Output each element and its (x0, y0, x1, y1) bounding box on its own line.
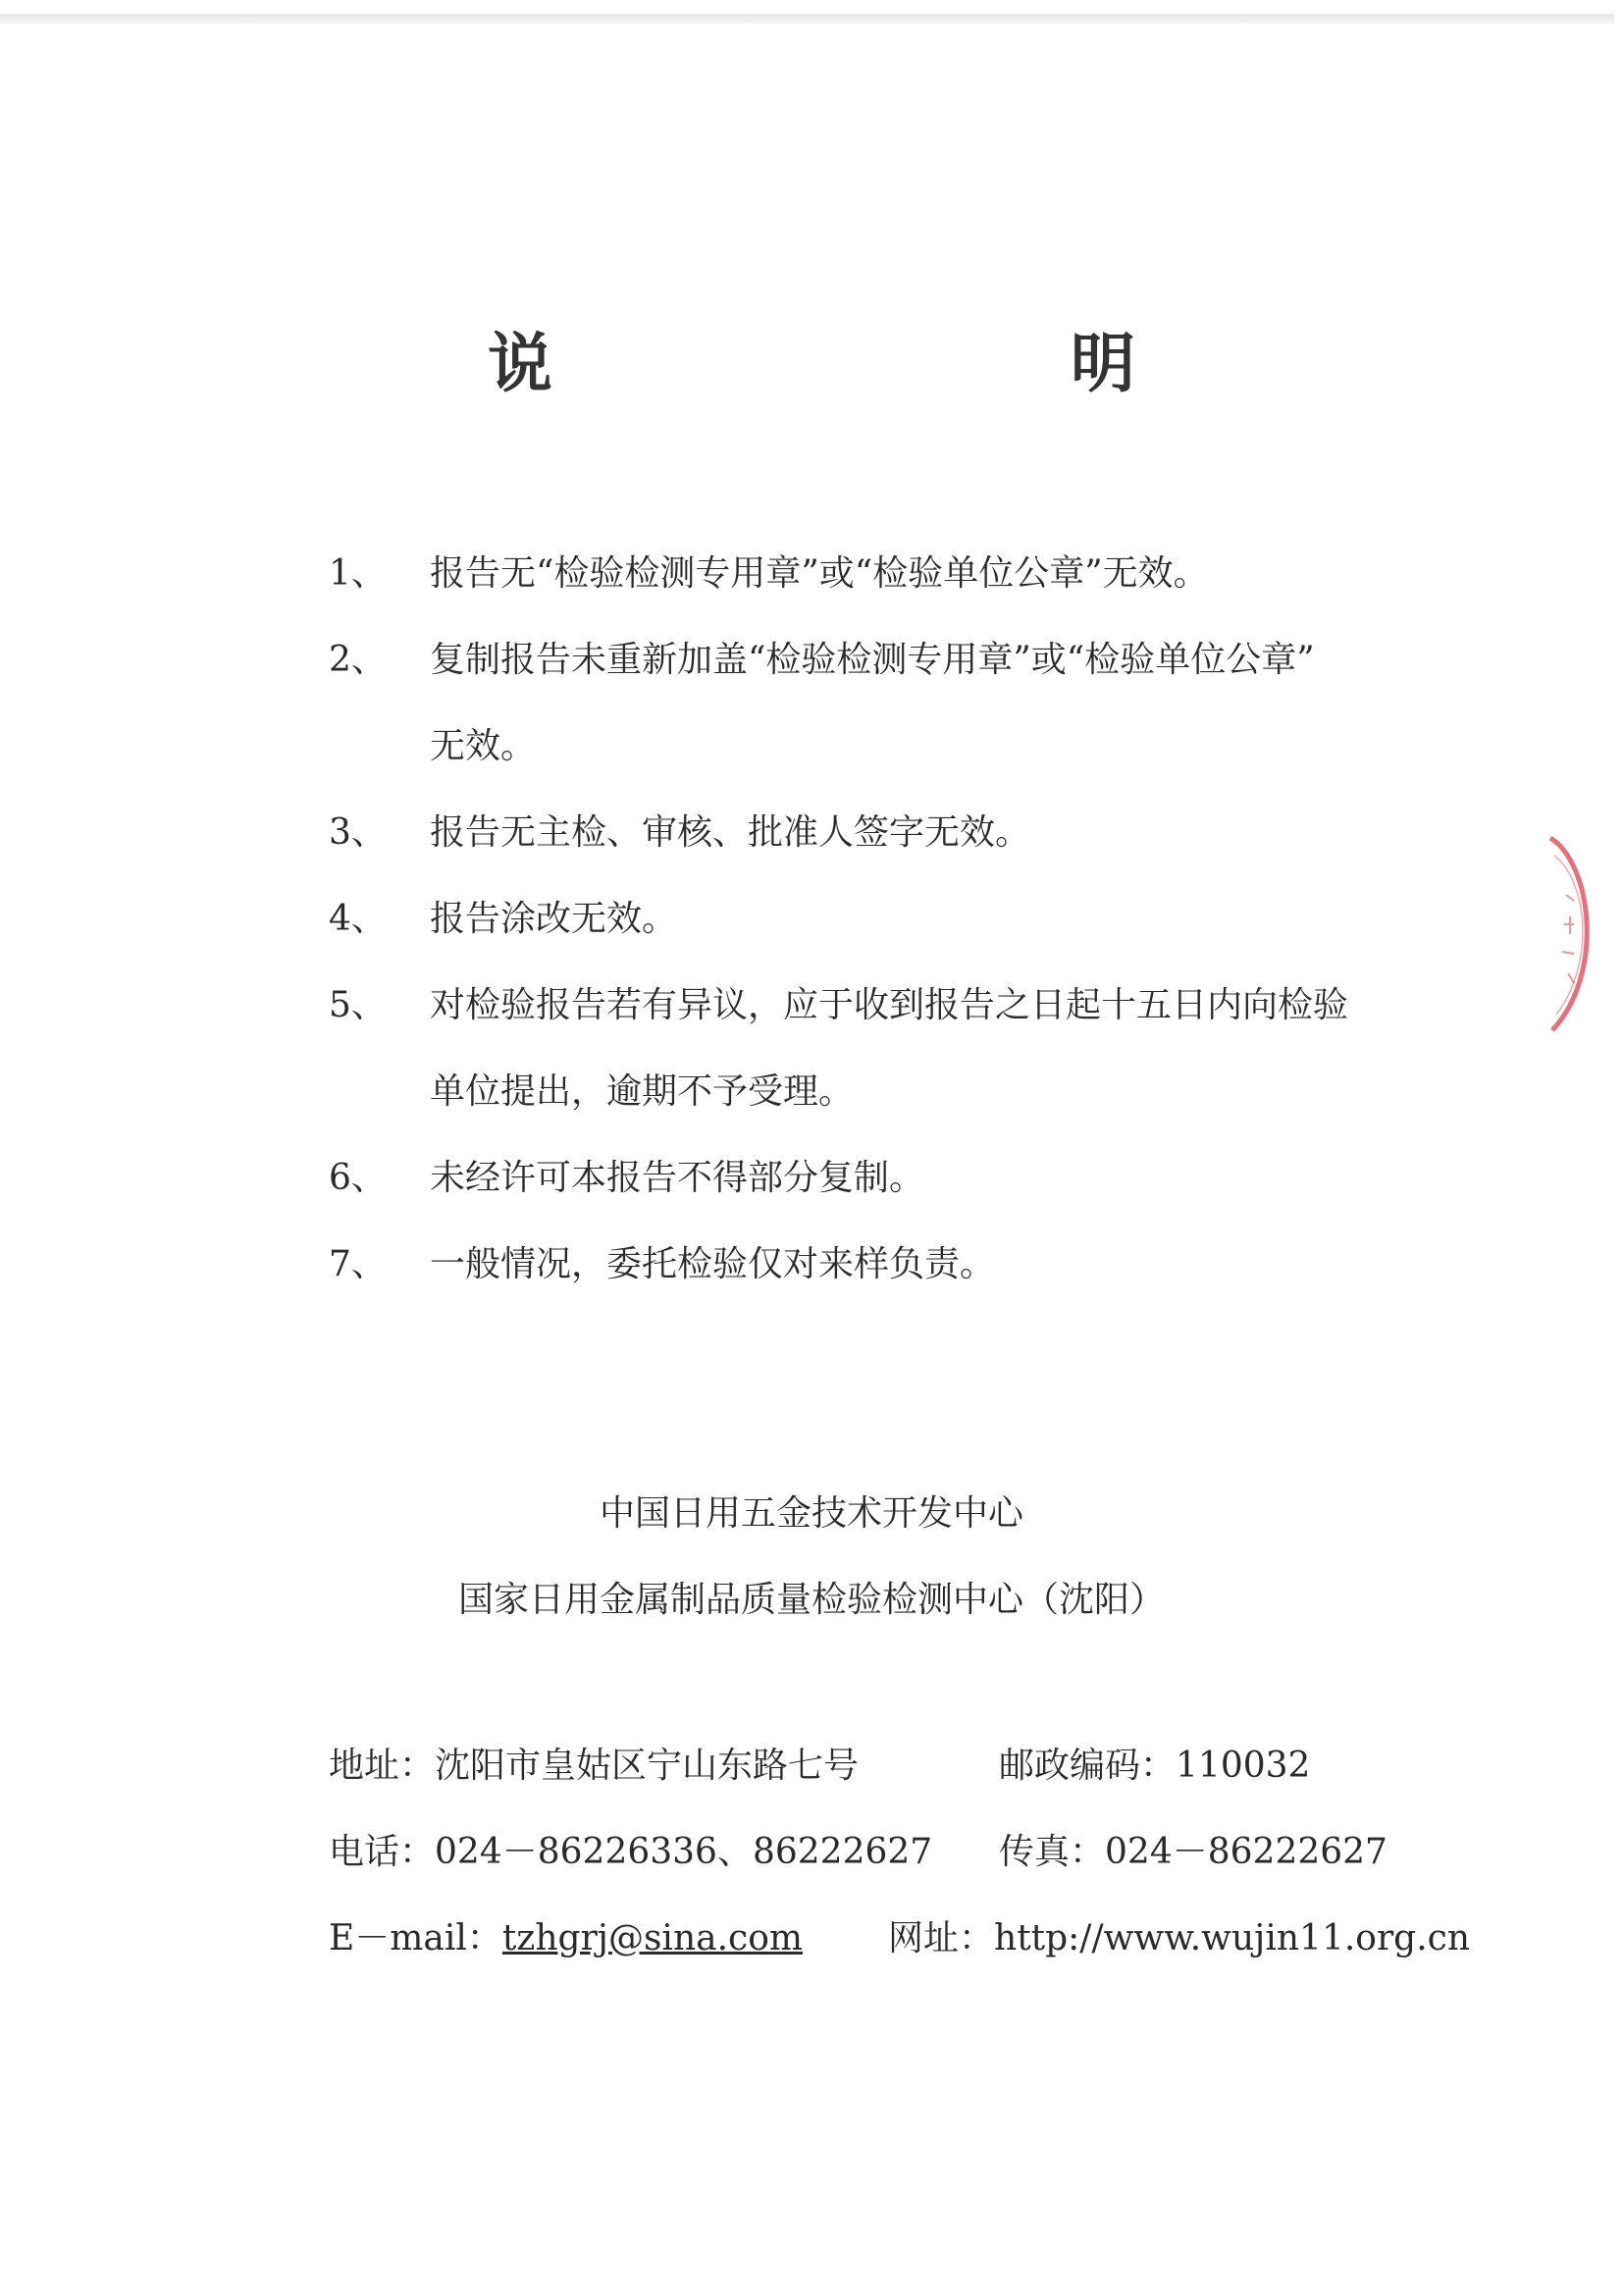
notice-item-5-continued (0, 1063, 1623, 1122)
email-line (329, 1909, 803, 1968)
notice-item-2-continued (0, 717, 1623, 776)
page-title: 说 明 (488, 326, 1265, 401)
item-text: 报告涂改无效。 (430, 899, 678, 939)
postcode-label: 邮政编码： (999, 1746, 1177, 1786)
item-number: 7、 (329, 1244, 387, 1284)
postcode-line (999, 1737, 1310, 1796)
phone-value: 024－86226336、86222627 (435, 1832, 933, 1872)
notice-item-4 (0, 890, 1623, 949)
website-label: 网址： (888, 1918, 995, 1958)
website-value: http://www.wujin11.org.cn (994, 1918, 1471, 1958)
fax-value: 024－86222627 (1105, 1832, 1387, 1872)
notice-item-2 (0, 631, 1623, 690)
fax-line (999, 1823, 1387, 1882)
notice-item-6 (0, 1149, 1623, 1208)
item-text: 一般情况，委托检验仅对来样负责。 (430, 1244, 996, 1284)
notice-item-1 (0, 545, 1623, 603)
item-number: 4、 (329, 899, 387, 939)
notice-item-3 (0, 804, 1623, 862)
phone-label: 电话： (329, 1832, 436, 1872)
address-label: 地址： (329, 1746, 436, 1786)
notice-item-5 (0, 976, 1623, 1035)
item-text: 对检验报告若有异议，应于收到报告之日起十五日内向检验 (430, 985, 1349, 1025)
item-number: 6、 (329, 1158, 387, 1198)
item-number: 5、 (329, 985, 387, 1025)
notice-item-7 (0, 1235, 1623, 1294)
item-text: 复制报告未重新加盖“检验检测专用章”或“检验单位公章” (430, 640, 1315, 680)
email-link[interactable]: tzhgrj@sina.com (501, 1918, 804, 1958)
website-line (888, 1909, 1470, 1968)
item-text: 未经许可本报告不得部分复制。 (430, 1158, 925, 1198)
address-line (329, 1737, 859, 1796)
item-number: 2、 (329, 640, 387, 680)
item-text: 无效。 (430, 726, 537, 766)
item-number: 1、 (329, 553, 387, 594)
scan-top-edge (0, 14, 1614, 24)
item-text: 报告无“检验检测专用章”或“检验单位公章”无效。 (430, 553, 1209, 594)
address-value: 沈阳市皇姑区宁山东路七号 (435, 1746, 860, 1786)
phone-line (329, 1823, 932, 1882)
org-name-1: 中国日用五金技术开发中心 (599, 1493, 1023, 1534)
fax-label: 传真： (999, 1832, 1106, 1872)
item-text: 单位提出，逾期不予受理。 (430, 1071, 855, 1112)
postcode-value: 110032 (1176, 1746, 1311, 1786)
partial-seal-stamp (1544, 836, 1623, 1032)
org-name-2: 国家日用金属制品质量检验检测中心（沈阳） (457, 1580, 1165, 1620)
email-label: E－mail： (329, 1918, 502, 1958)
item-text: 报告无主检、审核、批准人签字无效。 (430, 812, 1031, 853)
item-number: 3、 (329, 812, 387, 853)
